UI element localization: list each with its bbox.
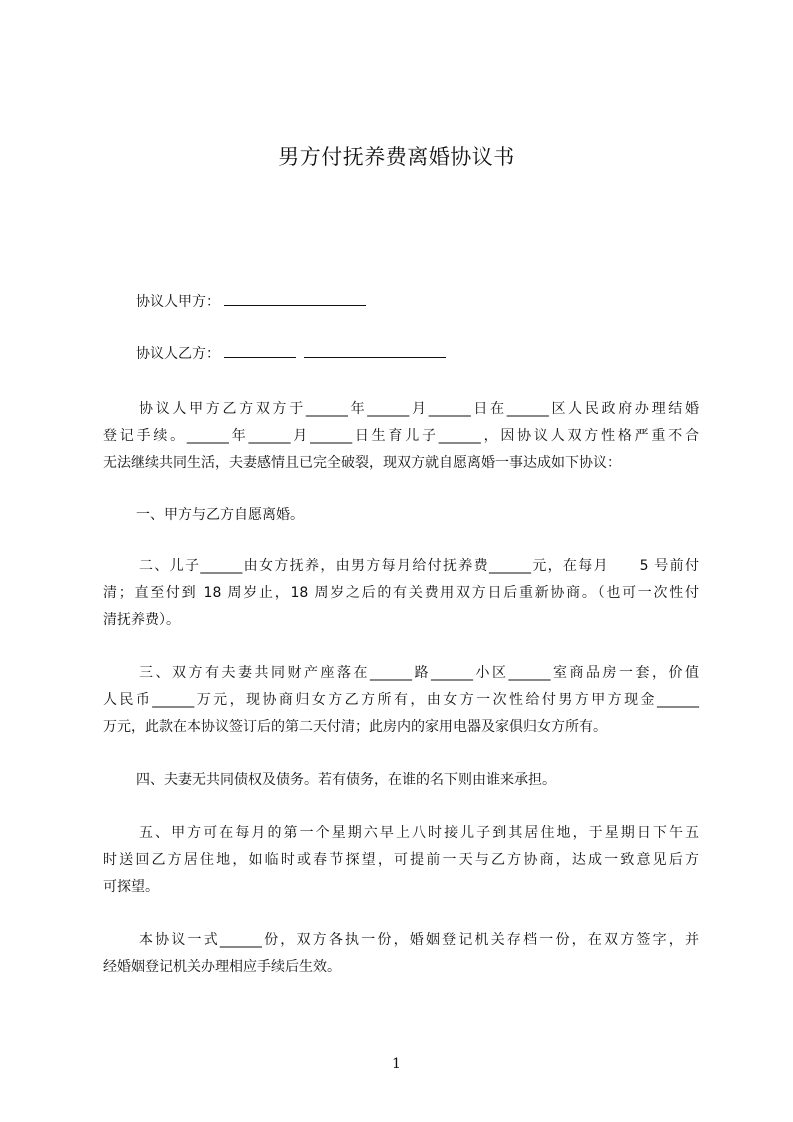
party-b-blank-2 (304, 343, 446, 358)
clause-4-line: 四、夫妻无共同债权及债务。若有债务，在谁的名下则由谁来承担。 (136, 772, 556, 788)
clause-3-line-2: 人民币______万元，现协商归女方乙方所有，由女方一次性给付男方甲方现金______ (103, 692, 699, 708)
clause-2-paragraph (103, 553, 699, 634)
clause-4-paragraph (103, 767, 699, 794)
party-a-label: 协议人甲方： (136, 294, 220, 310)
closing-line-1: 本协议一式______份，双方各执一份，婚姻登记机关存档一份，在双方签字，并 (139, 932, 699, 948)
intro-line-3: 无法继续共同生活，夫妻感情且已完全破裂，现双方就自愿离婚一事达成如下协议： (103, 455, 621, 471)
clause-3-paragraph (103, 660, 699, 741)
document-title: 男方付抚养费离婚协议书 (278, 145, 515, 169)
intro-line-1: 协议人甲方乙方双方于______年______月______日在______区人民政府办理结婚 (139, 401, 699, 417)
clause-3-line-3: 万元，此款在本协议签订后的第二天付清；此房内的家用电器及家俱归女方所有。 (103, 719, 607, 735)
party-b-field (136, 343, 446, 364)
clause-2-line-2: 清；直至付到 18 周岁止，18 周岁之后的有关费用双方日后重新协商。（也可一次性付 (103, 585, 699, 601)
closing-paragraph (103, 927, 699, 981)
clause-2-line-1: 二、儿子______由女方抚养，由男方每月给付抚养费______元，在每月 5 号前付 (139, 558, 699, 574)
clause-3-line-1: 三、双方有夫妻共同财产座落在______路______小区______室商品房一套，价值 (139, 665, 699, 681)
clause-5-line-3: 可探望。 (103, 879, 159, 895)
intro-paragraph (103, 396, 699, 477)
closing-line-2: 经婚姻登记机关办理相应手续后生效。 (103, 959, 341, 975)
party-a-field (136, 291, 366, 312)
clause-2-line-3: 清抚养费）。 (103, 612, 180, 628)
party-a-blank (224, 291, 366, 306)
party-b-blank-1 (224, 343, 296, 358)
page-number: 1 (392, 1056, 401, 1072)
clause-5-line-2: 时送回乙方居住地，如临时或春节探望，可提前一天与乙方协商，达成一致意见后方 (103, 852, 699, 868)
clause-5-paragraph (103, 820, 699, 901)
party-b-label: 协议人乙方： (136, 346, 220, 362)
clause-5-line-1: 五、甲方可在每月的第一个星期六早上八时接儿子到其居住地，于星期日下午五 (139, 825, 699, 841)
clause-1-line: 一、甲方与乙方自愿离婚。 (136, 507, 304, 523)
intro-line-2: 登记手续。______年______月______日生育儿子______，因协议人双方性格严重不合 (103, 428, 699, 444)
clause-1-paragraph (103, 502, 699, 529)
